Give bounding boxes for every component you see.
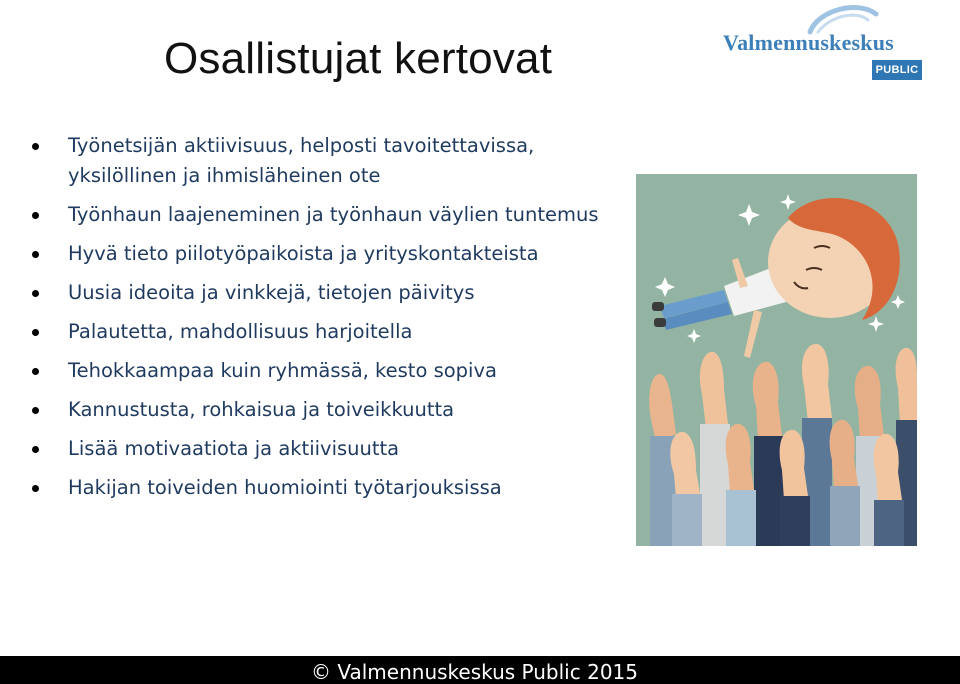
slide-title: Osallistujat kertovat xyxy=(164,34,553,83)
bullet-text: Kannustusta, rohkaisua ja toiveikkuutta xyxy=(68,398,455,421)
bullet-text: Palautetta, mahdollisuus harjoitella xyxy=(68,320,413,343)
bullet-item xyxy=(30,434,630,464)
valmennuskeskus-logo xyxy=(718,0,938,86)
bullet-dot-icon xyxy=(32,251,39,258)
logo-wordmark: Valmennuskeskus xyxy=(723,30,894,55)
bullet-text: Työnetsijän aktiivisuus, helposti tavoitettavissa, yksilöllinen ja ihmisläheinen ote xyxy=(68,134,535,187)
bullet-dot-icon xyxy=(32,212,39,219)
bullet-dot-icon xyxy=(32,368,39,375)
footer-bar xyxy=(0,656,960,684)
bullet-text: Työnhaun laajeneminen ja työnhaun väylien tuntemus xyxy=(68,203,599,226)
bullet-list xyxy=(30,131,630,512)
footer-copyright: © Valmennuskeskus Public 2015 xyxy=(311,660,638,684)
bullet-dot-icon xyxy=(32,290,39,297)
bullet-item xyxy=(30,473,630,503)
bullet-dot-icon xyxy=(32,329,39,336)
bullet-item xyxy=(30,239,630,269)
bullet-text: Hakijan toiveiden huomiointi työtarjouksissa xyxy=(68,476,502,499)
bullet-item xyxy=(30,356,630,386)
bullet-dot-icon xyxy=(32,143,39,150)
bullet-item xyxy=(30,200,630,230)
bullet-text: Hyvä tieto piilotyöpaikoista ja yrityskontakteista xyxy=(68,242,539,265)
bullet-dot-icon xyxy=(32,446,39,453)
bullet-item xyxy=(30,278,630,308)
bullet-dot-icon xyxy=(32,407,39,414)
bullet-item xyxy=(30,131,630,191)
bullet-text: Tehokkaampaa kuin ryhmässä, kesto sopiva xyxy=(68,359,497,382)
bullet-text: Uusia ideoita ja vinkkejä, tietojen päivitys xyxy=(68,281,475,304)
bullet-item xyxy=(30,395,630,425)
bullet-item xyxy=(30,317,630,347)
crowd-surfing-illustration xyxy=(636,174,917,546)
bullet-text: Lisää motivaatiota ja aktiivisuutta xyxy=(68,437,400,460)
logo-badge: PUBLIC xyxy=(872,60,922,80)
bullet-dot-icon xyxy=(32,485,39,492)
